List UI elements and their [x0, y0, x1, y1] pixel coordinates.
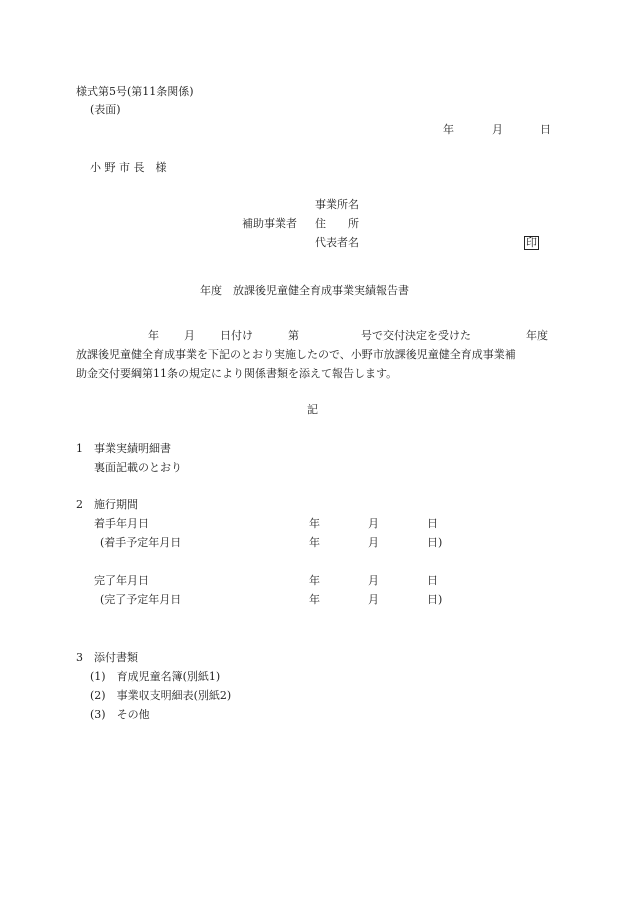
body-year: 年 — [148, 329, 159, 342]
period-row-year: 年 — [309, 593, 320, 606]
body-number-prefix: 第 — [288, 329, 299, 342]
date-year: 年 — [443, 123, 454, 136]
period-row-month: 月 — [368, 574, 379, 587]
representative-label: 代表者名 — [315, 236, 359, 249]
period-row-year: 年 — [309, 574, 320, 587]
form-number: 様式第5号(第11条関係) — [76, 85, 194, 98]
period-row-label: (着手予定年月日 — [100, 536, 182, 549]
date-month: 月 — [492, 123, 503, 136]
address-label: 住 所 — [315, 217, 359, 230]
section-1-body: 裏面記載のとおり — [94, 461, 182, 474]
side-label: (表面) — [90, 103, 121, 116]
attachment-item: (3) その他 — [90, 708, 150, 721]
period-row-day: 日 — [427, 574, 438, 587]
body-date-suffix: 日付け — [220, 329, 253, 342]
attachment-item: (2) 事業収支明細表(別紙2) — [90, 689, 232, 702]
body-line-3: 助金交付要綱第11条の規定により関係書類を添えて報告します。 — [76, 367, 398, 380]
period-row-year: 年 — [309, 536, 320, 549]
period-row-label: 完了年月日 — [94, 574, 149, 587]
addressee: 小 野 市 長 様 — [90, 161, 167, 174]
attachment-item: (1) 育成児童名簿(別紙1) — [90, 670, 221, 683]
date-day: 日 — [540, 123, 551, 136]
applicant-group-label: 補助事業者 — [242, 217, 297, 230]
period-row-label: (完了予定年月日 — [100, 593, 182, 606]
period-row-day: 日 — [427, 517, 438, 530]
seal-mark: 印 — [526, 236, 537, 249]
period-row-day: 日) — [427, 536, 443, 549]
body-fiscal-year: 年度 — [526, 329, 548, 342]
period-row-month: 月 — [368, 536, 379, 549]
period-row-label: 着手年月日 — [94, 517, 149, 530]
period-row-year: 年 — [309, 517, 320, 530]
ki-heading: 記 — [307, 403, 318, 416]
section-2-title: 2 施行期間 — [76, 498, 138, 511]
period-row-month: 月 — [368, 593, 379, 606]
period-row-day: 日) — [427, 593, 443, 606]
body-decision-text: 号で交付決定を受けた — [361, 329, 471, 342]
section-1-title: 1 事業実績明細書 — [76, 442, 171, 455]
office-name-label: 事業所名 — [315, 198, 359, 211]
document-title: 年度 放課後児童健全育成事業実績報告書 — [200, 284, 409, 297]
section-3-title: 3 添付書類 — [76, 651, 138, 664]
body-line-2: 放課後児童健全育成事業を下記のとおり実施したので、小野市放課後児童健全育成事業補 — [76, 348, 516, 361]
period-row-month: 月 — [368, 517, 379, 530]
body-month: 月 — [184, 329, 195, 342]
